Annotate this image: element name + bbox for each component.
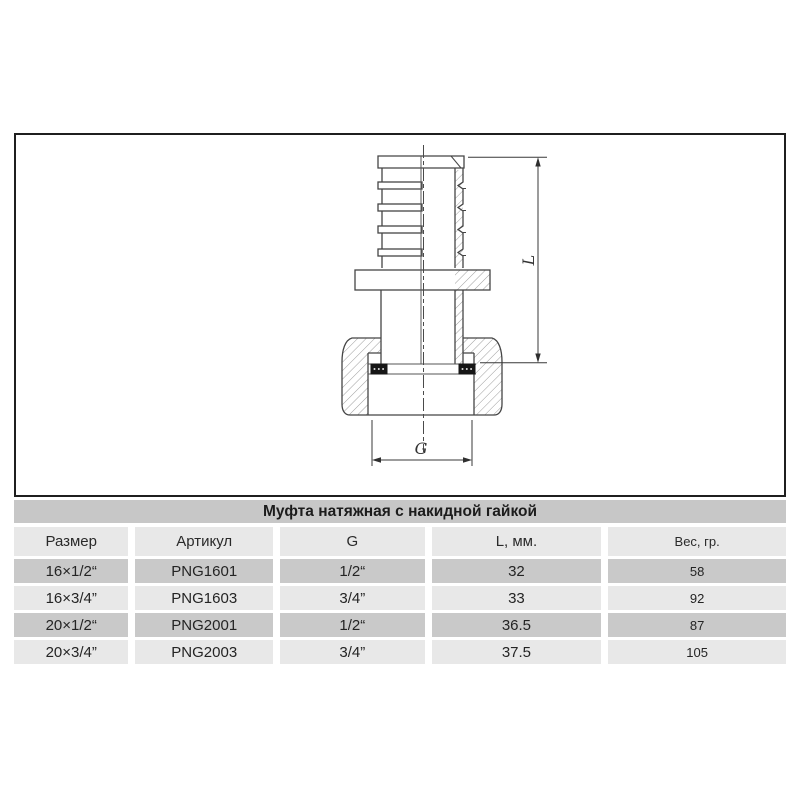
cell-g: 1/2“ [280,559,425,583]
cell-article: PNG1601 [135,559,273,583]
cell-g: 3/4” [280,586,425,610]
cell-l: 36.5 [432,613,602,637]
cell-g: 3/4” [280,640,425,664]
column-header-article: Артикул [135,527,273,556]
dimension-label-L: L [519,254,538,266]
cell-weight: 92 [608,586,786,610]
cell-l: 37.5 [432,640,602,664]
cell-weight: 87 [608,613,786,637]
dimension-label-G: G [414,439,428,458]
table-header-row [14,527,786,556]
table-row [14,586,786,610]
table-row [14,640,786,664]
cell-g: 1/2“ [280,613,425,637]
table-row [14,613,786,637]
column-header-size: Размер [14,527,128,556]
table-title: Муфта натяжная с накидной гайкой [14,500,786,523]
cell-size: 20×1/2“ [14,613,128,637]
cell-size: 16×3/4” [14,586,128,610]
column-header-l: L, мм. [432,527,602,556]
cell-size: 16×1/2“ [14,559,128,583]
column-header-g: G [280,527,425,556]
cell-size: 20×3/4” [14,640,128,664]
cell-l: 33 [432,586,602,610]
table-row [14,559,786,583]
cell-article: PNG2001 [135,613,273,637]
cell-weight: 105 [608,640,786,664]
cell-l: 32 [432,559,602,583]
column-header-weight: Вес, гр. [608,527,786,556]
cell-weight: 58 [608,559,786,583]
cell-article: PNG2003 [135,640,273,664]
cell-article: PNG1603 [135,586,273,610]
